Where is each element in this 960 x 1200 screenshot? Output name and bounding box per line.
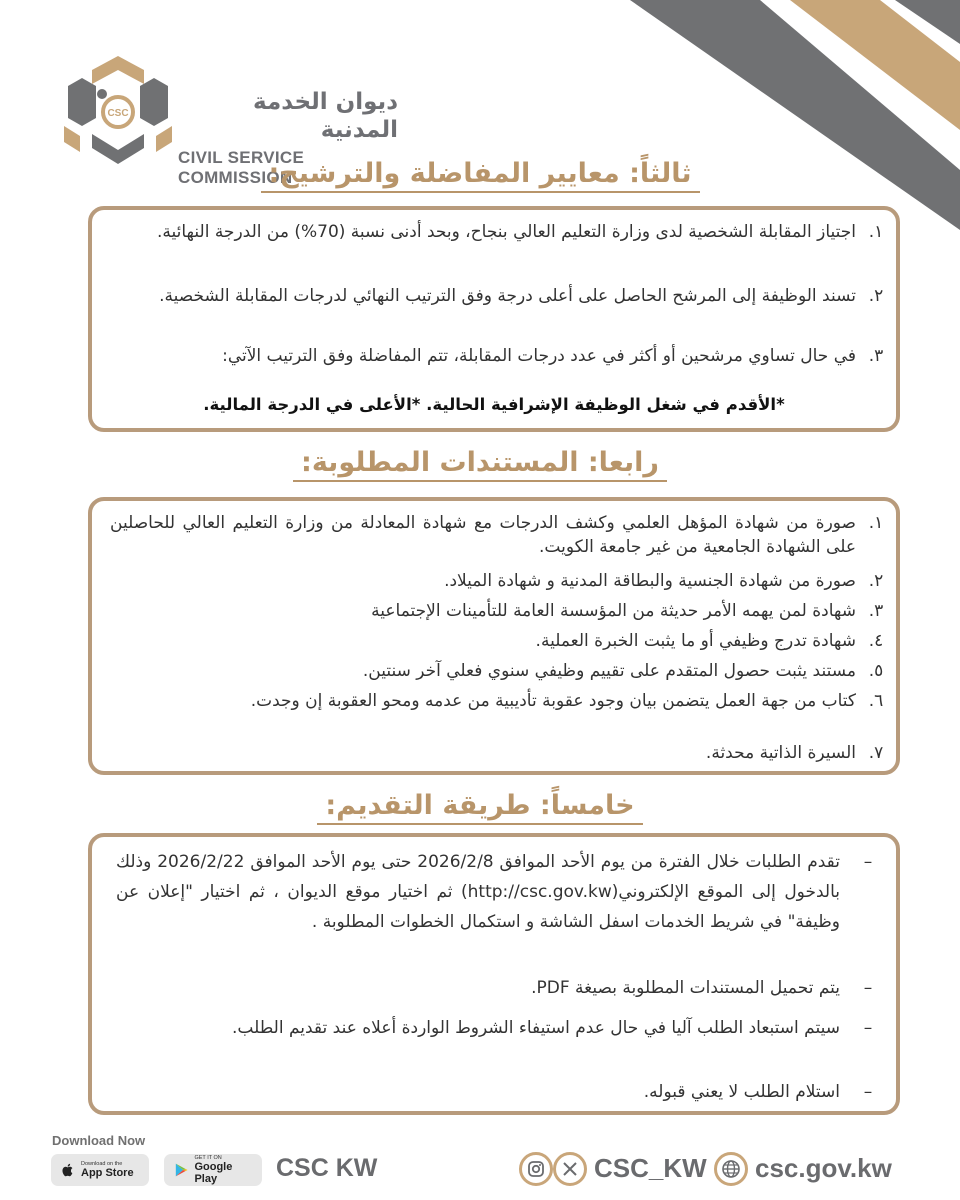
list-item — [92, 511, 896, 559]
list-item — [92, 689, 896, 713]
item-text: تسند الوظيفة إلى المرشح الحاصل على أعلى درجة وفق الترتيب النهائي لدرجات المقابلة الشخصية. — [159, 286, 856, 306]
section-3-title: ثالثاً: معايير المفاضلة والترشيح: — [0, 157, 960, 191]
item-dash: – — [863, 978, 873, 998]
item-dash: – — [863, 1082, 873, 1102]
item-number: ١. — [868, 513, 884, 533]
section-3-box — [88, 206, 900, 432]
csc-logo-icon — [62, 56, 174, 164]
item-text: استلام الطلب لا يعني قبوله. — [643, 1082, 840, 1102]
item-text: سيتم استبعاد الطلب آليا في حال عدم استيفاء الشروط الواردة أعلاه عند تقديم الطلب. — [231, 1018, 840, 1038]
item-text: شهادة تدرج وظيفي أو ما يثبت الخبرة العملية. — [535, 631, 856, 651]
list-item — [92, 344, 896, 368]
item-dash: – — [863, 1018, 873, 1038]
item-dash: – — [863, 852, 873, 872]
item-number: ٢. — [868, 286, 884, 306]
section-4-title: رابعا: المستندات المطلوبة: — [0, 446, 960, 480]
list-item — [92, 629, 896, 653]
social-handle: CSC_KW — [594, 1153, 707, 1183]
app-store-button[interactable] — [51, 1154, 149, 1186]
list-item — [92, 220, 896, 244]
brand-name-arabic: ديوان الخدمة المدنية — [253, 89, 398, 143]
list-item — [92, 1013, 896, 1043]
item-text: مستند يثبت حصول المتقدم على تقييم وظيفي سنوي فعلي آخر سنتين. — [362, 661, 856, 681]
appstore-small-text: Download on the — [81, 1161, 123, 1167]
item-number: ٧. — [868, 743, 884, 763]
item-text: السيرة الذاتية محدثة. — [705, 743, 856, 763]
list-item — [92, 847, 896, 937]
google-play-icon — [174, 1162, 188, 1178]
appstore-big-text: App Store — [81, 1167, 134, 1179]
website-link[interactable]: csc.gov.kw — [755, 1153, 892, 1183]
criteria-line: *الأقدم في شغل الوظيفة الإشرافية الحالية. *الأعلى في الدرجة المالية. — [203, 395, 785, 414]
item-number: ٦. — [868, 691, 884, 711]
section-5-box — [88, 833, 900, 1115]
item-text: تقدم الطلبات خلال الفترة من يوم الأحد الموافق 2026/2/8 حتى يوم الأحد الموافق 2026/2/22 وذلك بالدخول إلى الموقع الإلكتروني(http://csc.gov.kw) ثم اختيار موقع الديوان ، ثم اختيار "إعلان عن وظيفة" في شريط الخدمات اسفل الشاشة و استكمال الخطوات المطلوبة . — [116, 852, 840, 932]
globe-icon[interactable] — [714, 1152, 748, 1186]
item-text: اجتياز المقابلة الشخصية لدى وزارة التعليم العالي بنجاح، وبحد أدنى نسبة (70%) من الدرجة النهائية. — [156, 222, 856, 242]
section-5-title: خامساً: طريقة التقديم: — [0, 789, 960, 823]
item-number: ٣. — [868, 346, 884, 366]
logo-text: CSC — [107, 108, 129, 119]
list-item — [92, 599, 896, 623]
download-label: Download Now — [52, 1133, 146, 1148]
item-text: شهادة لمن يهمه الأمر حديثة من المؤسسة العامة للتأمينات الإجتماعية — [371, 601, 856, 621]
googleplay-small-text: GET IT ON — [194, 1155, 222, 1161]
list-item — [92, 659, 896, 683]
item-number: ٢. — [868, 571, 884, 591]
brand-name-english: CIVIL SERVICE COMMISSION — [178, 148, 305, 187]
instagram-icon[interactable] — [519, 1152, 553, 1186]
item-number: ٣. — [868, 601, 884, 621]
apple-icon — [61, 1162, 75, 1178]
list-item — [92, 284, 896, 308]
item-text: صورة من شهادة المؤهل العلمي وكشف الدرجات مع شهادة المعادلة من وزارة التعليم العالي للحاصلين على الشهادة الجامعية من غير جامعة الكويت. — [110, 513, 856, 557]
app-handle: CSC KW — [276, 1154, 378, 1182]
item-number: ٤. — [868, 631, 884, 651]
item-number: ١. — [868, 222, 884, 242]
list-item — [92, 1077, 896, 1107]
item-number: ٥. — [868, 661, 884, 681]
item-text: كتاب من جهة العمل يتضمن بيان وجود عقوبة تأديبية من عدمه ومحو العقوبة إن وجدت. — [250, 691, 856, 711]
list-item — [92, 973, 896, 1003]
section-4-box — [88, 497, 900, 775]
decorative-corner-stripes — [630, 0, 960, 230]
list-item — [92, 741, 896, 765]
item-text: في حال تساوي مرشحين أو أكثر في عدد درجات المقابلة، تتم المفاضلة وفق الترتيب الآتي: — [222, 346, 856, 366]
item-text: صورة من شهادة الجنسية والبطاقة المدنية و شهادة الميلاد. — [444, 571, 856, 591]
list-item — [92, 569, 896, 593]
x-icon[interactable] — [553, 1152, 587, 1186]
google-play-button[interactable] — [164, 1154, 262, 1186]
item-text: يتم تحميل المستندات المطلوبة بصيغة PDF. — [531, 978, 840, 998]
googleplay-big-text: Google Play — [194, 1161, 233, 1185]
